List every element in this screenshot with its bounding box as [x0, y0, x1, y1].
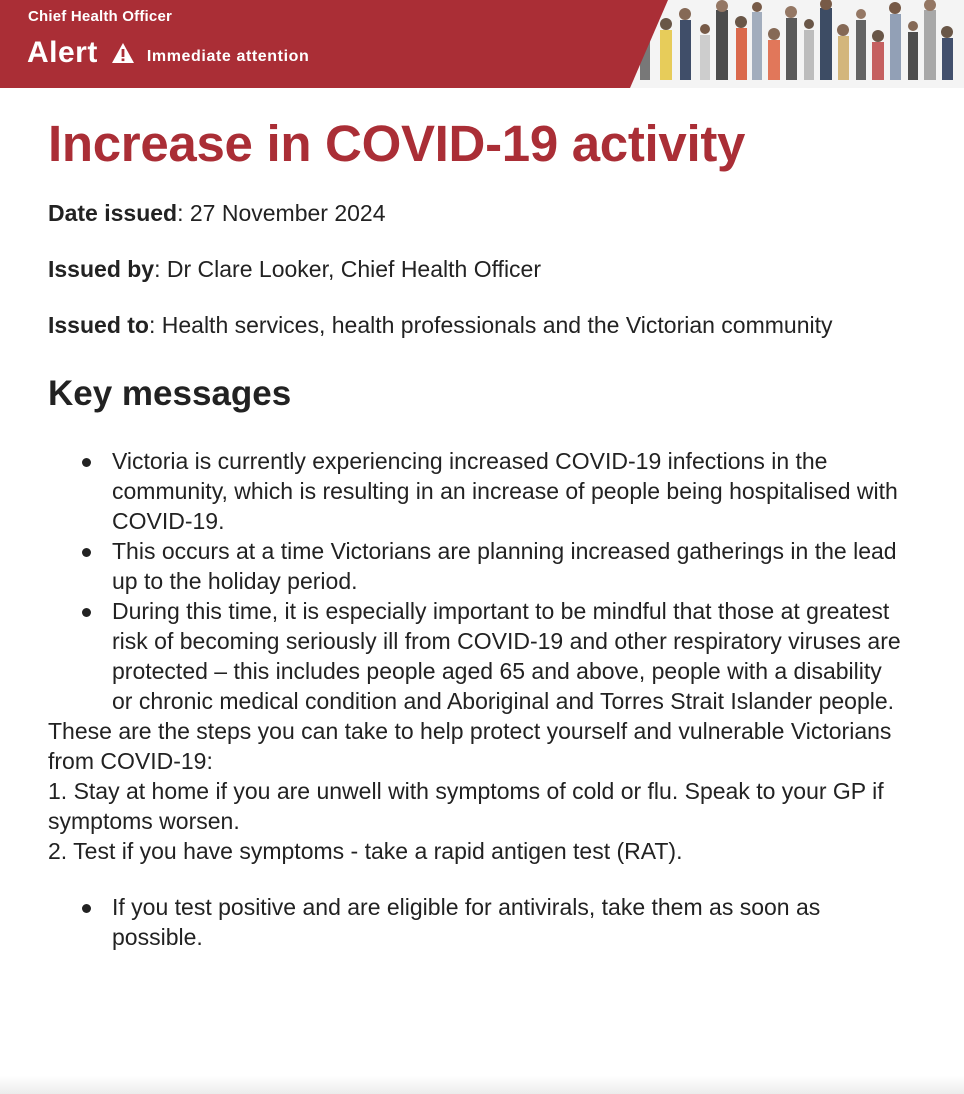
list-item [112, 596, 908, 716]
list-item-text: During this time, it is especially important to be mindful that those at greatest risk of becoming seriously ill from COVID-19 and other respiratory viruses are protected – this includes people aged 65 and above, people with a disability or chronic medical condition and Aboriginal and Torres Strait Islander people. [112, 598, 901, 714]
issued-to-value: : Health services, health professionals and the Victorian community [148, 312, 833, 338]
key-messages-list [48, 446, 908, 716]
list-item-text: This occurs at a time Victorians are planning increased gatherings in the lead up to the holiday period. [112, 538, 897, 594]
issued-to-label: Issued to [48, 312, 149, 338]
date-issued-value: : 27 November 2024 [177, 200, 386, 226]
list-item-text: If you test positive and are eligible for antivirals, take them as soon as possible. [112, 894, 821, 950]
list-item [112, 536, 908, 596]
issued-to [48, 310, 908, 340]
alert-subtitle: Immediate attention [146, 48, 310, 65]
list-item-text: Victoria is currently experiencing increased COVID-19 infections in the community, which is resulting in an increase of people being hospitalised with COVID-19. [112, 448, 898, 534]
issued-by-label: Issued by [48, 256, 155, 282]
bullet-icon [82, 458, 91, 467]
page-title: Increase in COVID-19 activity [48, 115, 746, 172]
key-messages-heading: Key messages [48, 374, 292, 413]
alert-banner [0, 0, 964, 88]
org-name: Chief Health Officer [28, 8, 173, 25]
list-item [112, 446, 908, 536]
step-2: 2. Test if you have symptoms - take a rapid antigen test (RAT). [48, 838, 683, 864]
alert-content [48, 112, 908, 952]
warning-triangle-icon [111, 42, 135, 64]
issued-by-value: : Dr Clare Looker, Chief Health Officer [154, 256, 542, 282]
bottom-edge [0, 1076, 964, 1094]
bullet-icon [82, 548, 91, 557]
bullet-icon [82, 904, 91, 913]
bullet-icon [82, 608, 91, 617]
alert-heading [27, 36, 309, 70]
step-1: 1. Stay at home if you are unwell with symptoms of cold or flu. Speak to your GP if symptoms worsen. [48, 778, 884, 834]
step-2-list [48, 892, 908, 952]
list-item [112, 892, 908, 952]
alert-label: Alert [27, 36, 98, 69]
date-issued-label: Date issued [48, 200, 178, 226]
issued-by [48, 254, 908, 284]
steps-intro: These are the steps you can take to help protect yourself and vulnerable Victorians from COVID-19: [48, 718, 892, 774]
date-issued [48, 198, 908, 228]
